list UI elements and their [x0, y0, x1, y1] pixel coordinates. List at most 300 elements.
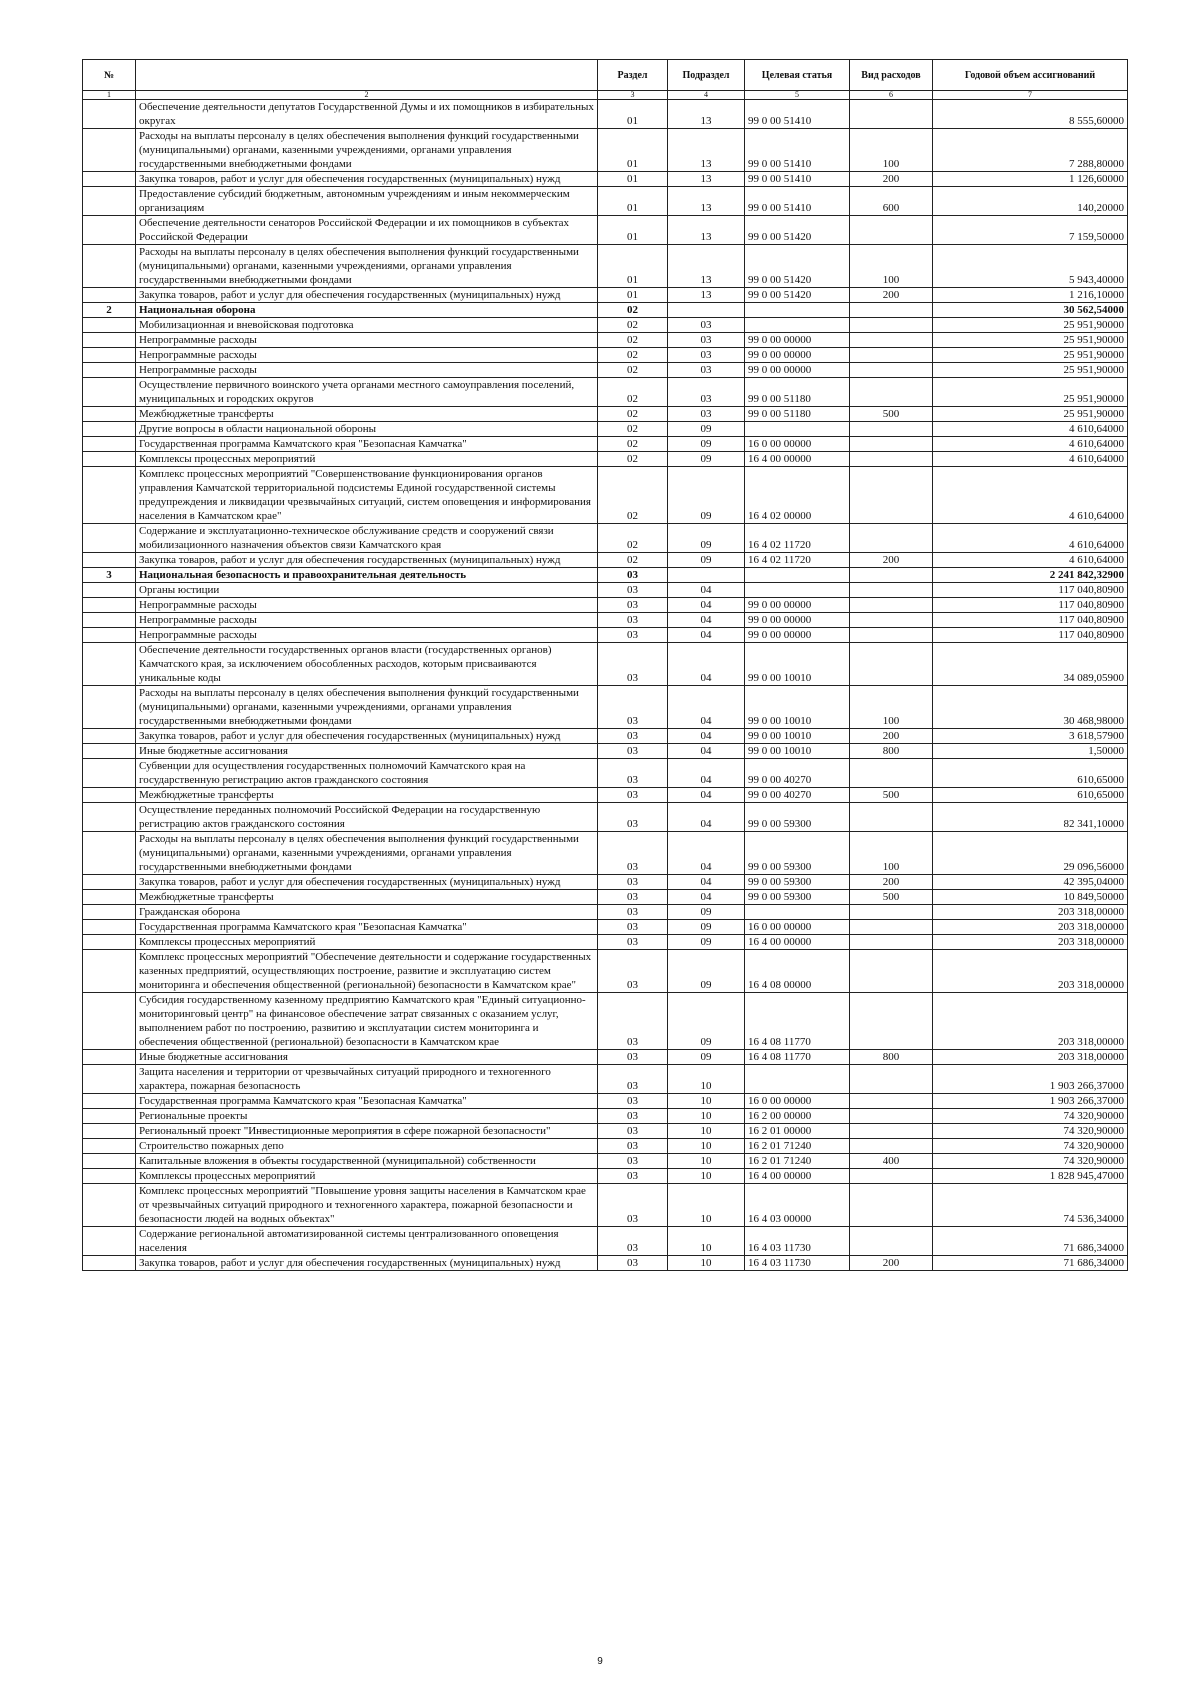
row-target: 16 4 00 00000	[745, 935, 850, 950]
row-name: Комплексы процессных мероприятий	[136, 452, 598, 467]
row-amount: 25 951,90000	[933, 378, 1128, 407]
row-number	[83, 583, 136, 598]
header-no: №	[83, 60, 136, 91]
table-row	[83, 803, 1128, 832]
row-section: 02	[598, 333, 668, 348]
row-section: 01	[598, 129, 668, 172]
row-kind	[850, 216, 933, 245]
table-row	[83, 1065, 1128, 1094]
row-section: 03	[598, 598, 668, 613]
row-name: Расходы на выплаты персоналу в целях обеспечения выполнения функций государственными (муниципальными) органами, казенными учреждениями, органами управления государственными внебюджетными фондами	[136, 686, 598, 729]
row-kind	[850, 1124, 933, 1139]
row-target: 16 4 03 11730	[745, 1227, 850, 1256]
row-number	[83, 524, 136, 553]
row-amount: 117 040,80900	[933, 613, 1128, 628]
row-number	[83, 467, 136, 524]
row-number	[83, 1169, 136, 1184]
row-subsection: 03	[668, 363, 745, 378]
row-name: Комплексы процессных мероприятий	[136, 1169, 598, 1184]
row-amount: 34 089,05900	[933, 643, 1128, 686]
row-target: 16 4 02 11720	[745, 553, 850, 568]
row-subsection: 09	[668, 920, 745, 935]
row-amount: 140,20000	[933, 187, 1128, 216]
row-number	[83, 100, 136, 129]
row-amount: 4 610,64000	[933, 524, 1128, 553]
row-number	[83, 452, 136, 467]
row-target	[745, 1065, 850, 1094]
row-section: 03	[598, 1139, 668, 1154]
row-kind	[850, 437, 933, 452]
row-target: 99 0 00 00000	[745, 613, 850, 628]
row-name: Непрограммные расходы	[136, 628, 598, 643]
table-row	[83, 1154, 1128, 1169]
row-section: 03	[598, 788, 668, 803]
row-amount: 117 040,80900	[933, 583, 1128, 598]
row-name: Иные бюджетные ассигнования	[136, 744, 598, 759]
row-kind: 500	[850, 788, 933, 803]
row-subsection: 04	[668, 875, 745, 890]
row-target: 99 0 00 10010	[745, 744, 850, 759]
row-amount: 74 320,90000	[933, 1109, 1128, 1124]
table-row	[83, 628, 1128, 643]
row-kind	[850, 422, 933, 437]
row-amount: 203 318,00000	[933, 993, 1128, 1050]
row-subsection: 10	[668, 1169, 745, 1184]
row-name: Закупка товаров, работ и услуг для обеспечения государственных (муниципальных) нужд	[136, 1256, 598, 1271]
row-subsection: 13	[668, 245, 745, 288]
row-subsection: 04	[668, 803, 745, 832]
table-row	[83, 363, 1128, 378]
row-subsection: 09	[668, 1050, 745, 1065]
row-number	[83, 875, 136, 890]
row-subsection: 13	[668, 187, 745, 216]
row-number	[83, 348, 136, 363]
row-number	[83, 598, 136, 613]
table-row	[83, 1184, 1128, 1227]
row-subsection: 04	[668, 598, 745, 613]
row-section: 03	[598, 1154, 668, 1169]
row-section: 02	[598, 437, 668, 452]
row-section: 03	[598, 1169, 668, 1184]
row-name: Расходы на выплаты персоналу в целях обеспечения выполнения функций государственными (муниципальными) органами, казенными учреждениями, органами управления государственными внебюджетными фондами	[136, 832, 598, 875]
row-target: 99 0 00 51420	[745, 216, 850, 245]
row-number	[83, 1139, 136, 1154]
row-target: 16 0 00 00000	[745, 920, 850, 935]
row-section: 03	[598, 993, 668, 1050]
row-number: 2	[83, 303, 136, 318]
row-target: 16 2 01 71240	[745, 1154, 850, 1169]
row-number	[83, 1109, 136, 1124]
row-number	[83, 378, 136, 407]
column-number: 5	[745, 91, 850, 100]
table-row	[83, 333, 1128, 348]
row-amount: 1 828 945,47000	[933, 1169, 1128, 1184]
row-subsection: 10	[668, 1256, 745, 1271]
row-number	[83, 1050, 136, 1065]
row-amount: 8 555,60000	[933, 100, 1128, 129]
table-row	[83, 744, 1128, 759]
row-amount: 203 318,00000	[933, 905, 1128, 920]
row-name: Непрограммные расходы	[136, 348, 598, 363]
table-row	[83, 1094, 1128, 1109]
column-number: 7	[933, 91, 1128, 100]
table-row	[83, 583, 1128, 598]
row-amount: 1,50000	[933, 744, 1128, 759]
table-row	[83, 1227, 1128, 1256]
row-section: 02	[598, 303, 668, 318]
row-kind	[850, 628, 933, 643]
header-name	[136, 60, 598, 91]
row-amount: 203 318,00000	[933, 935, 1128, 950]
column-number: 4	[668, 91, 745, 100]
row-number	[83, 407, 136, 422]
row-number	[83, 643, 136, 686]
header-amount: Годовой объем ассигнований	[933, 60, 1128, 91]
row-name: Содержание региональной автоматизированной системы централизованного оповещения населения	[136, 1227, 598, 1256]
row-section: 03	[598, 935, 668, 950]
table-row	[83, 1124, 1128, 1139]
row-name: Расходы на выплаты персоналу в целях обеспечения выполнения функций государственными (муниципальными) органами, казенными учреждениями, органами управления государственными внебюджетными фондами	[136, 129, 598, 172]
row-target: 16 4 02 00000	[745, 467, 850, 524]
row-amount: 4 610,64000	[933, 452, 1128, 467]
row-target: 16 4 08 11770	[745, 993, 850, 1050]
row-kind: 200	[850, 729, 933, 744]
row-kind	[850, 1065, 933, 1094]
row-name: Субсидия государственному казенному предприятию Камчатского края "Единый ситуационно-мониторинговый центр" на финансовое обеспечение затрат связанных с оказанием услуг, выполнением работ по построению, развитию и эксплуатации систем мониторинга и обеспечения общественной (региональной) безопасности в Камчатском крае	[136, 993, 598, 1050]
row-section: 01	[598, 288, 668, 303]
column-number: 3	[598, 91, 668, 100]
row-kind: 100	[850, 129, 933, 172]
table-row	[83, 729, 1128, 744]
row-section: 03	[598, 803, 668, 832]
row-number	[83, 890, 136, 905]
header-section: Раздел	[598, 60, 668, 91]
row-target: 16 4 08 11770	[745, 1050, 850, 1065]
row-target: 16 4 03 11730	[745, 1256, 850, 1271]
row-subsection: 04	[668, 729, 745, 744]
row-kind	[850, 303, 933, 318]
row-kind	[850, 333, 933, 348]
row-subsection	[668, 303, 745, 318]
row-section: 03	[598, 628, 668, 643]
row-name: Государственная программа Камчатского края "Безопасная Камчатка"	[136, 1094, 598, 1109]
row-section: 01	[598, 187, 668, 216]
row-amount: 74 320,90000	[933, 1124, 1128, 1139]
row-subsection: 13	[668, 172, 745, 187]
row-target: 99 0 00 59300	[745, 875, 850, 890]
row-target: 99 0 00 00000	[745, 628, 850, 643]
row-number	[83, 172, 136, 187]
row-kind	[850, 524, 933, 553]
row-number	[83, 363, 136, 378]
row-target: 99 0 00 59300	[745, 832, 850, 875]
row-subsection: 03	[668, 318, 745, 333]
row-target	[745, 303, 850, 318]
row-subsection: 09	[668, 950, 745, 993]
row-section: 03	[598, 729, 668, 744]
row-amount: 610,65000	[933, 788, 1128, 803]
row-target: 99 0 00 51410	[745, 172, 850, 187]
row-subsection: 13	[668, 288, 745, 303]
row-section: 03	[598, 643, 668, 686]
row-section: 03	[598, 1094, 668, 1109]
row-kind: 200	[850, 553, 933, 568]
row-target: 99 0 00 51410	[745, 129, 850, 172]
row-number	[83, 628, 136, 643]
table-row	[83, 993, 1128, 1050]
row-subsection: 10	[668, 1139, 745, 1154]
row-section: 03	[598, 1184, 668, 1227]
row-section: 03	[598, 1050, 668, 1065]
row-number	[83, 729, 136, 744]
row-subsection: 13	[668, 100, 745, 129]
row-amount: 42 395,04000	[933, 875, 1128, 890]
row-section: 03	[598, 568, 668, 583]
table-row	[83, 643, 1128, 686]
page-number: 9	[597, 1656, 603, 1667]
row-kind	[850, 363, 933, 378]
row-number	[83, 832, 136, 875]
row-section: 02	[598, 553, 668, 568]
row-target: 16 2 01 00000	[745, 1124, 850, 1139]
row-number	[83, 288, 136, 303]
row-number	[83, 935, 136, 950]
row-kind: 800	[850, 744, 933, 759]
row-number	[83, 216, 136, 245]
row-name: Осуществление первичного воинского учета органами местного самоуправления поселений, муниципальных и городских округов	[136, 378, 598, 407]
row-subsection: 09	[668, 993, 745, 1050]
row-kind	[850, 1109, 933, 1124]
table-row	[83, 1109, 1128, 1124]
row-amount: 7 288,80000	[933, 129, 1128, 172]
row-subsection: 03	[668, 333, 745, 348]
row-number	[83, 744, 136, 759]
row-amount: 4 610,64000	[933, 467, 1128, 524]
row-name: Расходы на выплаты персоналу в целях обеспечения выполнения функций государственными (муниципальными) органами, казенными учреждениями, органами управления государственными внебюджетными фондами	[136, 245, 598, 288]
row-number	[83, 422, 136, 437]
header-target: Целевая статья	[745, 60, 850, 91]
table-row	[83, 598, 1128, 613]
row-subsection: 10	[668, 1154, 745, 1169]
row-amount: 1 903 266,37000	[933, 1094, 1128, 1109]
row-name: Осуществление переданных полномочий Российской Федерации на государственную регистрацию актов гражданского состояния	[136, 803, 598, 832]
row-number	[83, 187, 136, 216]
row-kind	[850, 1184, 933, 1227]
row-amount: 1 903 266,37000	[933, 1065, 1128, 1094]
row-target: 99 0 00 40270	[745, 788, 850, 803]
table-row	[83, 216, 1128, 245]
row-kind	[850, 950, 933, 993]
row-name: Межбюджетные трансферты	[136, 890, 598, 905]
row-subsection: 04	[668, 583, 745, 598]
row-target: 99 0 00 59300	[745, 890, 850, 905]
row-subsection: 10	[668, 1109, 745, 1124]
row-target	[745, 318, 850, 333]
row-kind	[850, 759, 933, 788]
row-subsection: 04	[668, 759, 745, 788]
row-section: 02	[598, 318, 668, 333]
row-kind	[850, 1094, 933, 1109]
table-row	[83, 832, 1128, 875]
row-name: Обеспечение деятельности сенаторов Российской Федерации и их помощников в субъектах Российской Федерации	[136, 216, 598, 245]
row-kind: 200	[850, 875, 933, 890]
row-kind	[850, 920, 933, 935]
row-target: 99 0 00 51180	[745, 378, 850, 407]
row-kind	[850, 318, 933, 333]
table-row	[83, 568, 1128, 583]
row-amount: 82 341,10000	[933, 803, 1128, 832]
row-target: 16 4 08 00000	[745, 950, 850, 993]
row-subsection: 04	[668, 890, 745, 905]
row-number	[83, 1184, 136, 1227]
table-row	[83, 245, 1128, 288]
row-subsection: 09	[668, 905, 745, 920]
row-number	[83, 1256, 136, 1271]
row-name: Органы юстиции	[136, 583, 598, 598]
table-row	[83, 100, 1128, 129]
row-target	[745, 568, 850, 583]
row-number	[83, 553, 136, 568]
row-name: Закупка товаров, работ и услуг для обеспечения государственных (муниципальных) нужд	[136, 729, 598, 744]
row-section: 03	[598, 1109, 668, 1124]
row-name: Комплексы процессных мероприятий	[136, 935, 598, 950]
row-subsection: 10	[668, 1094, 745, 1109]
row-name: Защита населения и территории от чрезвычайных ситуаций природного и техногенного характера, пожарная безопасность	[136, 1065, 598, 1094]
column-number-row	[83, 91, 1128, 100]
row-name: Непрограммные расходы	[136, 333, 598, 348]
row-number	[83, 129, 136, 172]
row-kind: 200	[850, 172, 933, 187]
row-amount: 610,65000	[933, 759, 1128, 788]
row-subsection: 04	[668, 832, 745, 875]
row-target	[745, 422, 850, 437]
row-subsection: 04	[668, 628, 745, 643]
row-name: Региональный проект "Инвестиционные мероприятия в сфере пожарной безопасности"	[136, 1124, 598, 1139]
table-row	[83, 318, 1128, 333]
row-subsection: 09	[668, 553, 745, 568]
table-row	[83, 920, 1128, 935]
row-target: 99 0 00 59300	[745, 803, 850, 832]
row-section: 02	[598, 422, 668, 437]
table-row	[83, 553, 1128, 568]
row-section: 01	[598, 100, 668, 129]
row-amount: 74 536,34000	[933, 1184, 1128, 1227]
row-target: 99 0 00 10010	[745, 729, 850, 744]
row-name: Национальная безопасность и правоохранительная деятельность	[136, 568, 598, 583]
row-kind	[850, 467, 933, 524]
row-name: Непрограммные расходы	[136, 598, 598, 613]
row-number	[83, 437, 136, 452]
header-subsection: Подраздел	[668, 60, 745, 91]
row-target	[745, 905, 850, 920]
row-section: 03	[598, 613, 668, 628]
row-section: 02	[598, 348, 668, 363]
row-target: 99 0 00 51420	[745, 288, 850, 303]
row-amount: 203 318,00000	[933, 1050, 1128, 1065]
row-amount: 4 610,64000	[933, 553, 1128, 568]
row-amount: 117 040,80900	[933, 598, 1128, 613]
row-subsection: 09	[668, 467, 745, 524]
row-name: Непрограммные расходы	[136, 613, 598, 628]
row-name: Государственная программа Камчатского края "Безопасная Камчатка"	[136, 920, 598, 935]
row-kind	[850, 348, 933, 363]
table-row	[83, 452, 1128, 467]
row-amount: 25 951,90000	[933, 407, 1128, 422]
row-section: 03	[598, 583, 668, 598]
table-row	[83, 187, 1128, 216]
row-number	[83, 993, 136, 1050]
row-target: 16 4 02 11720	[745, 524, 850, 553]
row-kind	[850, 935, 933, 950]
row-target: 99 0 00 40270	[745, 759, 850, 788]
row-name: Предоставление субсидий бюджетным, автономным учреждениям и иным некоммерческим организациям	[136, 187, 598, 216]
row-name: Обеспечение деятельности государственных органов власти (государственных органов) Камчатского края, за исключением обособленных расходов, которым присваиваются уникальные коды	[136, 643, 598, 686]
row-kind	[850, 378, 933, 407]
row-target: 99 0 00 00000	[745, 363, 850, 378]
row-kind	[850, 1169, 933, 1184]
row-subsection: 10	[668, 1065, 745, 1094]
table-row	[83, 905, 1128, 920]
table-row	[83, 303, 1128, 318]
row-target: 16 4 03 00000	[745, 1184, 850, 1227]
row-amount: 3 618,57900	[933, 729, 1128, 744]
row-target: 16 0 00 00000	[745, 437, 850, 452]
row-subsection: 09	[668, 437, 745, 452]
row-name: Закупка товаров, работ и услуг для обеспечения государственных (муниципальных) нужд	[136, 288, 598, 303]
row-name: Строительство пожарных депо	[136, 1139, 598, 1154]
column-number: 2	[136, 91, 598, 100]
row-number: 3	[83, 568, 136, 583]
row-name: Капитальные вложения в объекты государственной (муниципальной) собственности	[136, 1154, 598, 1169]
row-target: 16 4 00 00000	[745, 1169, 850, 1184]
table-row	[83, 759, 1128, 788]
row-target: 99 0 00 51420	[745, 245, 850, 288]
row-subsection: 13	[668, 129, 745, 172]
row-target: 99 0 00 00000	[745, 333, 850, 348]
row-name: Иные бюджетные ассигнования	[136, 1050, 598, 1065]
table-row	[83, 1256, 1128, 1271]
row-name: Другие вопросы в области национальной обороны	[136, 422, 598, 437]
table-row	[83, 467, 1128, 524]
table-row	[83, 890, 1128, 905]
row-number	[83, 1065, 136, 1094]
row-number	[83, 686, 136, 729]
row-kind: 800	[850, 1050, 933, 1065]
row-number	[83, 950, 136, 993]
row-section: 01	[598, 172, 668, 187]
row-number	[83, 245, 136, 288]
row-amount: 4 610,64000	[933, 422, 1128, 437]
row-name: Гражданская оборона	[136, 905, 598, 920]
table-row	[83, 348, 1128, 363]
row-number	[83, 613, 136, 628]
row-section: 03	[598, 950, 668, 993]
row-section: 02	[598, 467, 668, 524]
table-row	[83, 1169, 1128, 1184]
row-subsection: 03	[668, 348, 745, 363]
row-kind: 100	[850, 245, 933, 288]
row-section: 03	[598, 890, 668, 905]
row-name: Закупка товаров, работ и услуг для обеспечения государственных (муниципальных) нужд	[136, 875, 598, 890]
row-section: 02	[598, 452, 668, 467]
row-amount: 10 849,50000	[933, 890, 1128, 905]
row-number	[83, 1227, 136, 1256]
table-row	[83, 875, 1128, 890]
row-section: 03	[598, 1256, 668, 1271]
row-subsection: 04	[668, 643, 745, 686]
row-section: 03	[598, 1227, 668, 1256]
row-name: Государственная программа Камчатского края "Безопасная Камчатка"	[136, 437, 598, 452]
